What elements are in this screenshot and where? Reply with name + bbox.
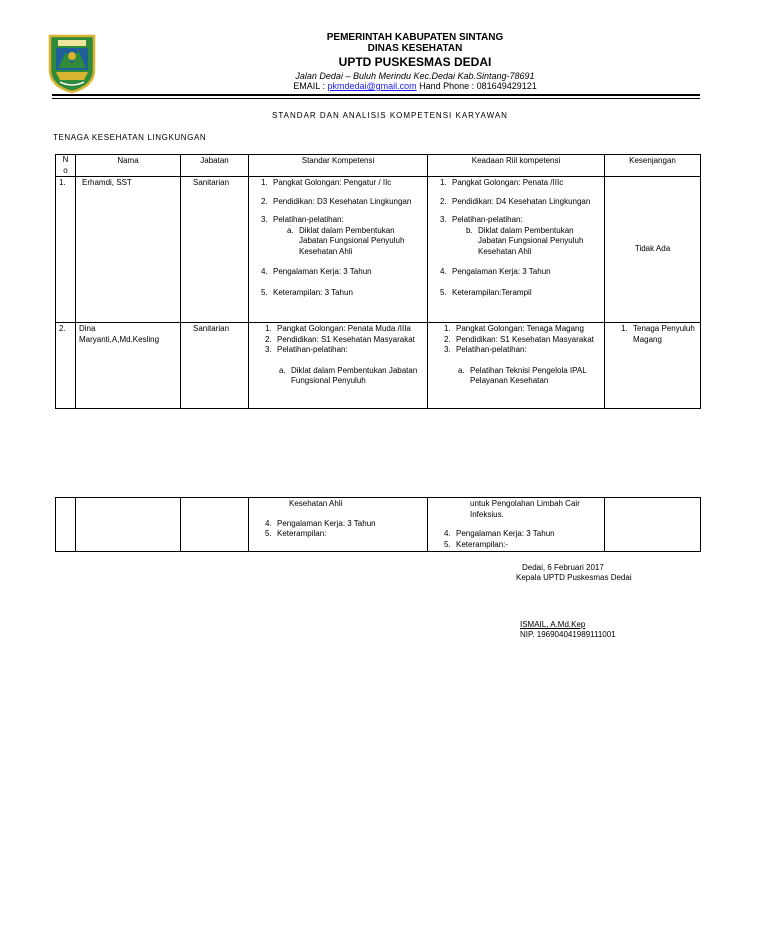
document-title: STANDAR DAN ANALISIS KOMPETENSI KARYAWAN [272,111,508,120]
section-title: TENAGA KESEHATAN LINGKUNGAN [53,133,207,142]
list-item: 3. Pelatihan-pelatihan: [261,215,344,224]
regency-logo [46,34,98,94]
address: Jalan Dedai – Buluh Merindu Kec.Dedai Kab.Sintang-78691 [295,71,535,81]
list-item: 1. Pangkat Golongan: Penata Muda /IIIa [265,324,411,333]
list-item: 2. Pendidikan: S1 Kesehatan Masyarakat [265,334,415,344]
list-item: 2. Pendidikan: D3 Kesehatan Lingkungan [261,196,412,206]
row-standar [249,323,428,409]
list-item: 5. Keterampilan: 3 Tahun [261,287,353,297]
header-rule-thin [52,98,700,99]
list-item: 4. Pengalaman Kerja: 3 Tahun [261,267,372,276]
header-no [56,155,76,177]
cont-standar [249,498,428,552]
header-riil: Keadaan Riil kompetensi [428,155,605,177]
competency-table [55,154,701,409]
signature-date: Dedai, 6 Februari 2017 [522,563,604,572]
header-no-line2: o [63,165,68,175]
list-item: 2. Pendidikan: S1 Kesehatan Masyarakat [444,334,594,344]
header-rule-thick [52,94,700,96]
signature-position: Kepala UPTD Puskesmas Dedai [516,573,632,582]
list-item: 3. Pelatihan-pelatihan: [440,215,523,224]
table-row [56,323,701,409]
list-item: 4. Pengalaman Kerja: 3 Tahun [444,529,555,538]
unit-name: UPTD PUSKESMAS DEDAI [338,55,492,69]
email-link[interactable]: pkmdedai@gmail.com [327,81,417,91]
list-subitem: a. Diklat dalam Pembentukan Jabatan Fungsional Penyuluh [279,365,418,385]
cont-riil-text: untuk Pengolahan Limbah Cair Infeksius. [470,499,580,519]
header-no-line1: N [62,155,69,164]
cont-no [56,498,76,552]
row-nama: Erhamdi, SST [76,177,181,323]
email-label: EMAIL : [293,81,328,91]
cont-standar-text: Kesehatan Ahli [289,499,343,508]
government-name: PEMERINTAH KABUPATEN SINTANG [326,32,504,43]
list-item: 2. Pendidikan: D4 Kesehatan Lingkungan [440,196,591,206]
list-subitem: a. Pelatihan Teknisi Pengelola IPAL Pelayanan Kesehatan [458,365,587,385]
row-riil [428,177,605,323]
cont-kesenjangan [605,498,701,552]
list-item: 5. Keterampilan:Terampil [440,287,532,297]
competency-table-continued [55,497,701,552]
row-kesenjangan [605,323,701,409]
contact-line [200,80,630,92]
list-item: 1. Pangkat Golongan: Tenaga Magang [444,324,584,333]
list-item: 3. Pelatihan-pelatihan: [265,345,348,354]
department-name: DINAS KESEHATAN [367,43,463,54]
table-header-row [56,155,701,177]
cont-nama [76,498,181,552]
list-item: 5. Keterampilan:- [444,539,509,549]
list-item: 1. Pangkat Golongan: Pengatur / IIc [261,178,392,187]
row-no: 1. [56,177,76,323]
header-jabatan: Jabatan [181,155,249,177]
row-standar [249,177,428,323]
list-item: 4. Pengalaman Kerja: 3 Tahun [440,267,551,276]
kesenjangan-value: Tidak Ada [634,244,671,254]
cont-riil [428,498,605,552]
list-item: 5. Keterampilan: [265,529,327,538]
header-nama: Nama [76,155,181,177]
row-riil [428,323,605,409]
list-item: 3. Pelatihan-pelatihan: [444,345,527,354]
table-row [56,177,701,323]
list-item: 4. Pengalaman Kerja: 3 Tahun [265,518,376,528]
header-standar: Standar Kompetensi [249,155,428,177]
signature-nip: NIP. 196904041989111001 [520,630,616,639]
phone: Hand Phone : 081649429121 [416,81,537,91]
row-kesenjangan [605,177,701,323]
row-jabatan: Sanitarian [181,177,249,323]
row-nama: Dina Maryanti,A,Md.Kesling [76,323,181,409]
table-row [56,498,701,552]
row-jabatan: Sanitarian [181,323,249,409]
list-item: 1. Pangkat Golongan: Penata /IIIc [440,178,564,187]
list-subitem: a. Diklat dalam Pembentukan Jabatan Fungsional Penyuluh Kesehatan Ahli [287,225,405,256]
cont-jabatan [181,498,249,552]
list-item: 1. Tenaga Penyuluh Magang [621,324,695,344]
list-subitem: b. Diklat dalam Pembentukan Jabatan Fungsional Penyuluh Kesehatan Ahli [466,225,584,256]
signature-name: ISMAIL, A.Md.Kep [520,620,586,629]
header-kesenjangan: Kesenjangan [605,155,701,177]
row-no: 2. [56,323,76,409]
